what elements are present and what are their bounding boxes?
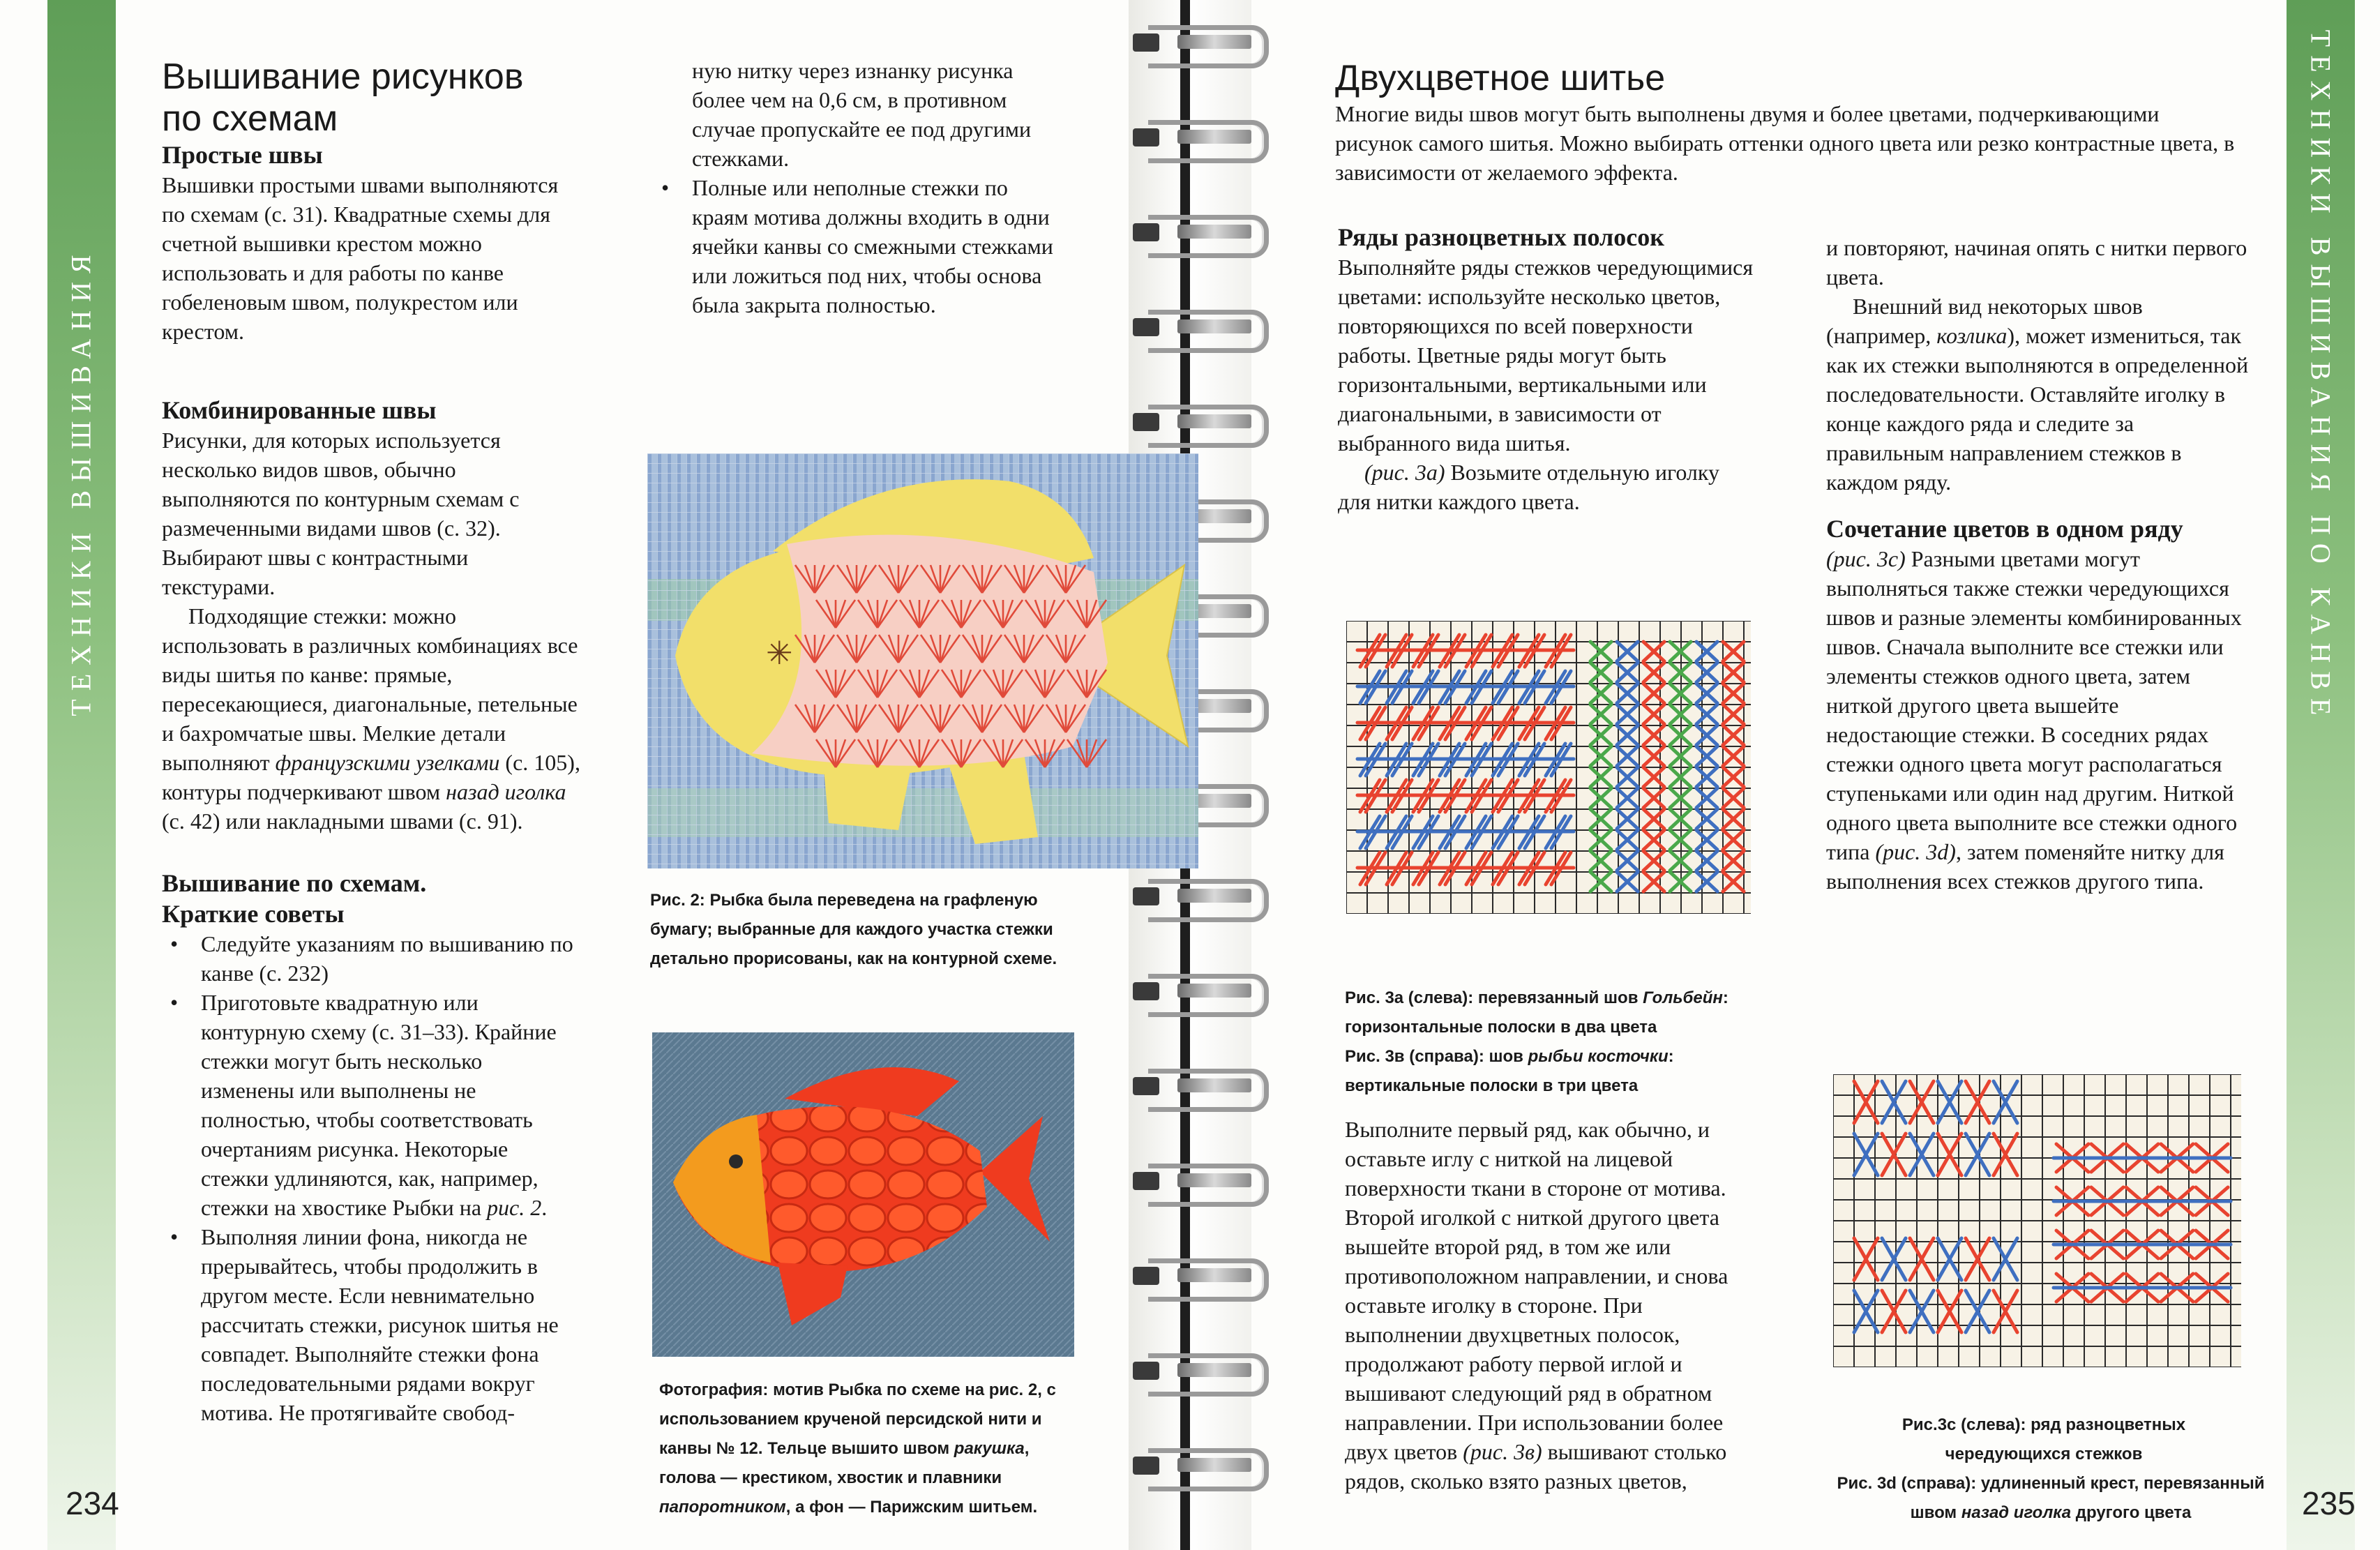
binding-ring — [1133, 116, 1267, 159]
figure-3c-caption: Рис.3с (слева): ряд разноцветных чередующихся стежков — [1901, 1415, 2186, 1464]
combo-heading: Сочетание цветов в одном ряду — [1826, 515, 2183, 543]
figure-3a-caption: Рис. 3а (слева): перевязанный шов Гольбейн: горизонтальные полоски в два цвета — [1345, 988, 1728, 1037]
right-column-2 — [1826, 233, 2252, 896]
tips-list-cont — [653, 173, 1064, 319]
binding-ring — [1133, 1254, 1267, 1297]
rows-text-2: (рис. 3а) Возьмите отдельную иголку для нитки каждого цвета. — [1338, 460, 1719, 514]
right-tab-text: ТЕХНИКИ ВЫШИВАНИЯ ПО КАНВЕ — [2305, 29, 2337, 724]
left-page-number: 234 — [66, 1485, 119, 1521]
rows-text-5: Внешний вид некоторых швов (например, козлика), может измениться, так как их стежки выполняются в определенной последовательности. Оставляйте иголку в конце каждого ряда и следите за правильным направлением стежков в каждом ряду. — [1826, 294, 2249, 495]
right-column-1-lower — [1345, 1115, 1763, 1496]
simple-text: Вышивки простыми швами выполняются по схемам (с. 31). Квадратные схемы для счетной вышивки крестом можно использовать и для работы по канве гобеленовым швом, полукрестом или крестом. — [162, 172, 559, 344]
tip-continuation: ную нитку через изнанку рисунка более чем на 0,6 см, в противном случае пропускайте ее под другими стежками. — [692, 58, 1032, 171]
left-section-tab — [47, 0, 116, 1550]
binding-ring — [1133, 1444, 1267, 1487]
combo-text: (рис. 3с) Разными цветами могут выполняться также стежки чередующихся швов и разные элементы комбинированных швов. Сначала выполните все стежки или элементы стежков одного цвета, затем ниткой другого цвета вышейте недостающие стежки. В соседних рядах стежки одного цвета могут располагаться ступеньками или один над другим. Ниткой одного цвета выполните все стежки одного типа (рис. 3d), затем поменяйте нитку для выполнения всех стежков другого типа. — [1826, 546, 2242, 894]
rows-heading: Ряды разноцветных полосок — [1338, 223, 1664, 251]
tip-item: • Выполняя линии фона, никогда не прерывайтесь, чтобы продолжить в другом месте. Если невнимательно рассчитать стежки, рисунок шитья не совпадет. Выполняйте стежки фона последовательными рядами вокруг мотива. Не протягивайте свобод- — [162, 1222, 580, 1427]
page-title-line2: по схемам — [162, 98, 338, 139]
photo-caption: Фотография: мотив Рыбка по схеме на рис. 2, с использованием крученой персидской нити и канвы № 12. Тельце вышито швом ракушка, голова — крестиком, хвостик и плавники папоротником, а фон — Парижским шитьем. — [659, 1380, 1056, 1517]
page-title-line1: Вышивание рисунков — [162, 57, 524, 97]
left-tab-text: ТЕХНИКИ ВЫШИВАНИЯ — [65, 246, 97, 716]
binding-ring — [1133, 306, 1267, 349]
tip-item: • Приготовьте квадратную или контурную схему (с. 31–33). Крайние стежки могут быть несколько изменены или выполнены не полностью, чтобы соответствовать очертаниям рисунка. Некоторые стежки удлиняются, как, например, стежки на хвостике Рыбки на рис. 2. — [162, 988, 580, 1222]
binding-ring — [1133, 21, 1267, 64]
photo-stitched-fish — [652, 1032, 1074, 1357]
rows-text-3: Выполните первый ряд, как обычно, и оставьте иглу с ниткой на лицевой поверхности ткани в стороне от мотива. Второй иголкой с ниткой другого цвета вышейте второй ряд, в том же или противоположном направлении, и снова оставьте иголку в стороне. При выполнении двухцветных полосок, продолжают работу первой иглой и вышивают следующий ряд в обратном направлении. При использовании более двух цветов (рис. 3в) вышивают столько рядов, сколько взято разных цветов, — [1345, 1117, 1728, 1493]
combined-text-1: Рисунки, для которых используется несколько видов швов, обычно выполняются по контурным схемам с размеченными видами швов (с. 32). Выбирают швы с контрастными текстурами. — [162, 428, 520, 599]
binding-ring — [1133, 211, 1267, 254]
right-column-1 — [1338, 222, 1756, 516]
binding-ring — [1133, 1064, 1267, 1108]
right-header — [1335, 57, 2242, 187]
tips-heading-line2: Краткие советы — [162, 900, 345, 928]
binding-ring — [1133, 1159, 1267, 1203]
rows-text-1: Выполняйте ряды стежков чередующимися цветами: используйте несколько цветов, повторяющихся по всей поверхности работы. Цветные ряды могут быть горизонтальными, вертикальными или диагональными, в зависимости от выбранного вида шитья. — [1338, 255, 1754, 456]
simple-heading: Простые швы — [162, 141, 323, 169]
left-column-2 — [653, 56, 1064, 319]
binding-ring — [1133, 875, 1267, 918]
svg-text:✳: ✳ — [766, 634, 793, 672]
figure-3c-3d-stitch-rows — [1833, 1074, 2241, 1367]
figure-2-caption: Рис. 2: Рыбка была переведена на графленую бумагу; выбранные для каждого участка стежки детально прорисованы, как на контурной схеме. — [650, 891, 1057, 968]
combined-text-2: Подходящие стежки: можно использовать в различных комбинациях все виды шитья по канве: прямые, пересекающиеся, диагональные, петельные и бахромчатые швы. Мелкие детали выполняют французскими узелками (с. 105), контуры подчеркивают швом назад иголка (с. 42) или накладными швами (с. 91). — [162, 603, 580, 834]
right-page-number: 235 — [2302, 1485, 2356, 1521]
figure-2-fish-chart — [647, 453, 1198, 868]
tips-heading-line1: Вышивание по схемам. — [162, 869, 427, 897]
intro-text: Многие виды швов могут быть выполнены двумя и более цветами, подчеркивающими рисунок самого шитья. Можно выбирать оттенки одного цвета или резко контрастные цвета, в зависимости от желаемого эффекта. — [1335, 101, 2235, 185]
tip-item: • Полные или неполные стежки по краям мотива должны входить в одни ячейки канвы со смежными стежками или ложиться под них, чтобы основа была закрыта полностью. — [653, 173, 1064, 319]
rows-text-4: и повторяют, начиная опять с нитки первого цвета. — [1826, 235, 2247, 289]
figure-3a-3b-stitch-rows — [1346, 621, 1751, 914]
binding-ring — [1133, 400, 1267, 444]
tip-item: • Следуйте указаниям по вышиванию по канве (с. 232) — [162, 929, 580, 988]
binding-ring — [1133, 970, 1267, 1013]
left-column-1 — [162, 56, 580, 1427]
section-title: Двухцветное шитье — [1335, 58, 1666, 98]
combined-heading: Комбинированные швы — [162, 396, 437, 424]
figure-3b-caption: Рис. 3в (справа): шов рыбьи косточки: вертикальные полоски в три цвета — [1345, 1047, 1674, 1095]
binding-ring — [1133, 1349, 1267, 1392]
figure-3d-caption: Рис. 3d (справа): удлиненный крест, перевязанный швом назад иголка другого цвета — [1837, 1474, 2265, 1522]
tips-list — [162, 929, 580, 1427]
